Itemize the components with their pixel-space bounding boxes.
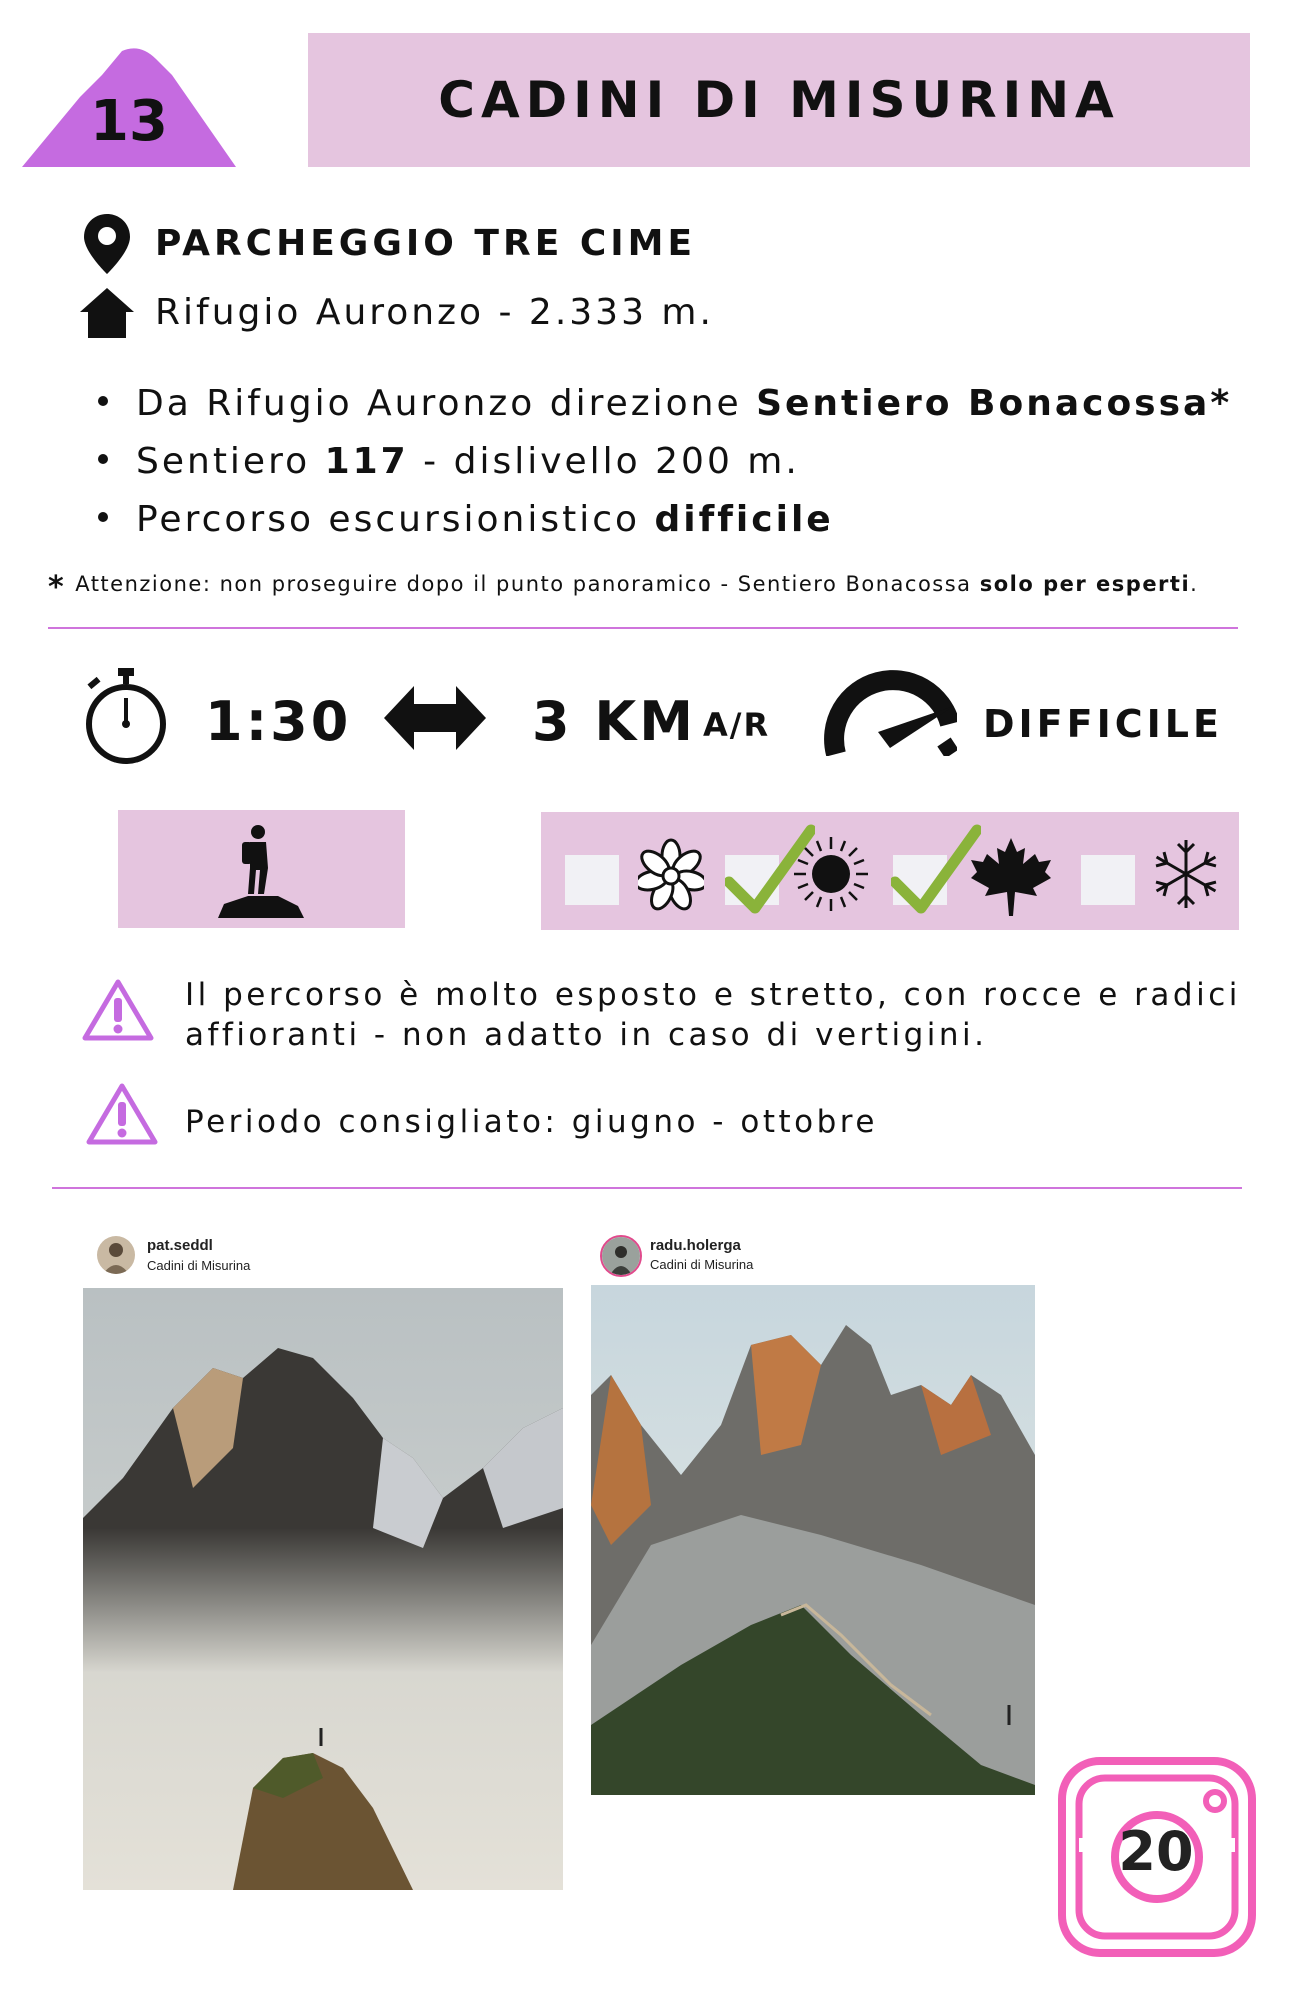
snowflake-icon	[1151, 836, 1221, 912]
warning-icon	[86, 1082, 158, 1146]
season-panel	[541, 812, 1239, 930]
mountain-photo	[591, 1285, 1035, 1795]
warning-note: * Attenzione: non proseguire dopo il punto panoramico - Sentiero Bonacossa solo per esperti.	[48, 570, 1199, 605]
speedometer-icon	[822, 660, 957, 760]
map-pin-icon	[84, 214, 130, 278]
avatar[interactable]	[97, 1236, 135, 1274]
winter-checkbox	[1081, 855, 1135, 905]
stopwatch-icon	[84, 668, 168, 772]
title-banner	[308, 33, 1250, 167]
mountain-photo	[83, 1288, 563, 1890]
route-number: 13	[90, 89, 168, 154]
avatar[interactable]	[600, 1235, 642, 1277]
distance-value: 3 KM	[532, 690, 696, 753]
photo-count: 20	[1118, 1820, 1194, 1883]
maple-leaf-icon	[971, 838, 1051, 916]
hiker-panel	[118, 810, 405, 928]
warning-text: Il percorso è molto esposto e stretto, con rocce e radici affioranti - non adatto in caso di vertigini.	[185, 977, 1241, 1053]
photo-location[interactable]: Cadini di Misurina	[147, 1258, 251, 1273]
photo-location[interactable]: Cadini di Misurina	[650, 1257, 754, 1272]
divider	[52, 1187, 1242, 1189]
sun-icon	[791, 834, 871, 914]
route-number-badge	[22, 45, 236, 169]
photo-username[interactable]: pat.seddl	[147, 1237, 213, 1254]
page-title: CADINI DI MISURINA	[438, 71, 1120, 129]
photo-username[interactable]: radu.holerga	[650, 1237, 741, 1254]
spring-checkbox	[565, 855, 619, 905]
hiker-icon	[218, 824, 304, 918]
duration-value: 1:30	[205, 690, 352, 753]
double-arrow-icon	[384, 686, 486, 754]
distance-unit: A/R	[703, 706, 771, 744]
divider	[48, 627, 1238, 629]
warning-icon	[82, 978, 154, 1042]
autumn-check-icon	[891, 824, 981, 916]
flower-icon	[638, 838, 704, 914]
refuge-info: Rifugio Auronzo - 2.333 m.	[155, 292, 714, 333]
list-item: Da Rifugio Auronzo direzione Sentiero Bonacossa*	[98, 383, 1232, 424]
parking-name: PARCHEGGIO TRE CIME	[155, 223, 697, 264]
season-recommendation: Periodo consigliato: giugno - ottobre	[185, 1104, 878, 1140]
list-item: Percorso escursionistico difficile	[98, 499, 834, 540]
list-item: Sentiero 117 - dislivello 200 m.	[98, 441, 800, 482]
house-icon	[80, 288, 134, 342]
difficulty-label: DIFFICILE	[983, 702, 1223, 746]
